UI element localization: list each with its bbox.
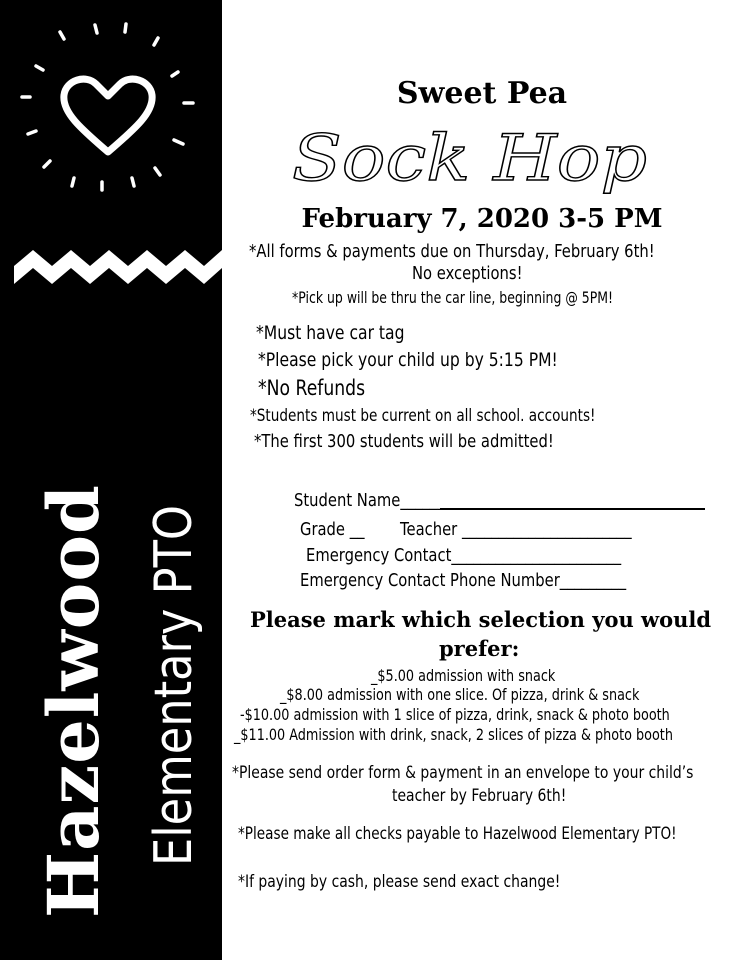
notice-pickup: *Pick up will be thru the car line, beginning @ 5PM! bbox=[292, 288, 614, 307]
emergency-contact-label: Emergency Contact_______________________ bbox=[306, 545, 622, 566]
option-10[interactable]: -$10.00 admission with 1 slice of pizza, drink, snack & photo booth bbox=[240, 705, 670, 724]
event-pretitle: Sweet Pea bbox=[396, 76, 568, 111]
student-name-label: Student Name______ bbox=[294, 490, 445, 511]
notice-pickup-time: *Please pick your child up by 5:15 PM! bbox=[258, 349, 558, 371]
school-name: Hazelwood bbox=[32, 484, 115, 918]
event-date: February 7, 2020 3-5 PM bbox=[301, 204, 663, 234]
cash-exact-change: *If paying by cash, please send exact change! bbox=[238, 872, 561, 892]
heart-icon bbox=[64, 79, 152, 152]
flyer-content bbox=[222, 0, 742, 960]
selection-heading-line2: prefer: bbox=[439, 636, 520, 661]
option-11[interactable]: _$11.00 Admission with drink, snack, 2 slices of pizza & photo booth bbox=[234, 725, 673, 744]
sidebar bbox=[0, 0, 222, 960]
org-name: Elementary PTO bbox=[144, 504, 204, 866]
zigzag-band bbox=[14, 250, 222, 284]
notice-no-refunds: *No Refunds bbox=[258, 376, 366, 400]
notice-first-300: *The first 300 students will be admitted! bbox=[254, 431, 554, 452]
sock-hop-script-title bbox=[292, 118, 652, 200]
checks-payable: *Please make all checks payable to Hazelwood Elementary PTO! bbox=[238, 824, 677, 844]
notice-accounts: *Students must be current on all school. accounts! bbox=[250, 406, 596, 426]
send-instructions-line1: *Please send order form & payment in an envelope to your child’s bbox=[232, 763, 694, 783]
grade-label: Grade __ bbox=[300, 519, 365, 540]
notice-car-tag: *Must have car tag bbox=[256, 322, 405, 344]
event-title: Sock Hop bbox=[292, 122, 647, 196]
notice-forms-due: *All forms & payments due on Thursday, February 6th! bbox=[249, 241, 655, 262]
notice-no-exceptions: No exceptions! bbox=[412, 263, 523, 284]
selection-heading-line1: Please mark which selection you would bbox=[250, 607, 712, 632]
student-name-line[interactable] bbox=[440, 508, 705, 510]
sunburst-rays bbox=[22, 24, 193, 190]
option-8[interactable]: _$8.00 admission with one slice. Of pizza, drink & snack bbox=[280, 685, 640, 704]
teacher-label: Teacher _______________________ bbox=[400, 519, 632, 540]
option-5[interactable]: _$5.00 admission with snack bbox=[371, 666, 556, 685]
emergency-phone-label: Emergency Contact Phone Number_________ bbox=[300, 570, 627, 591]
send-instructions-line2: teacher by February 6th! bbox=[392, 786, 567, 806]
